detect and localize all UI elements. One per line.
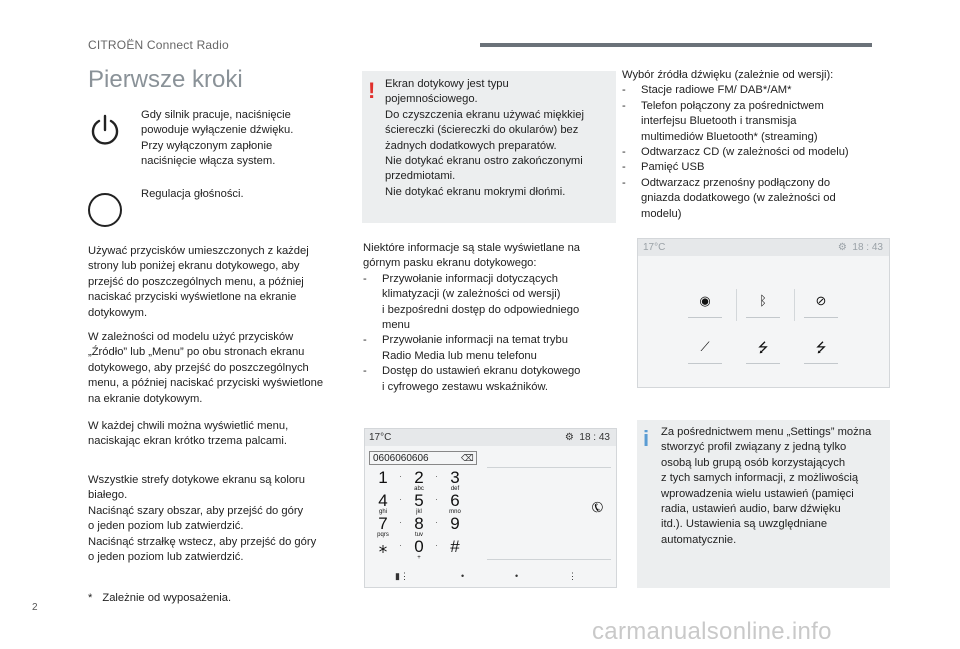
divider bbox=[487, 559, 611, 560]
divider bbox=[746, 317, 780, 318]
divider bbox=[688, 363, 722, 364]
keypad-key[interactable]: 3 def bbox=[450, 468, 460, 492]
temperature-readout: 17°C bbox=[369, 432, 392, 443]
key-separator: · bbox=[399, 494, 402, 504]
keypad-key[interactable]: # bbox=[450, 537, 460, 556]
keypad-key[interactable]: 8 tuv bbox=[414, 514, 424, 538]
list-item: - Dostęp do ustawień ekranu dotykowego i cyfrowego zestawu wskaźników. bbox=[363, 364, 621, 395]
aux-jack-icon[interactable]: ⟋ bbox=[700, 339, 710, 354]
keypad-key[interactable]: 4 ghi bbox=[378, 491, 388, 515]
keypad-key[interactable]: 7 pqrs bbox=[377, 514, 389, 538]
divider bbox=[746, 363, 780, 364]
list-item: - Przywołanie informacji dotyczących klimatyzacji (w zależności od wersji) i bezpośredni dostęp do odpowiedniego menu bbox=[363, 272, 621, 334]
paragraph-buttons: Używać przycisków umieszczonych z każdej strony lub poniżej ekranu dotykowego, aby przejść do poszczególnych menu, a później naciskać przyciski wyświetlone na ekranie dotykowym. bbox=[88, 245, 309, 319]
backspace-icon[interactable]: ⌫ bbox=[461, 453, 474, 463]
list-item: - Odtwarzacz przenośny podłączony do gniazda dodatkowego (w zależności od modelu) bbox=[622, 176, 892, 222]
paragraph-touch-zones: Wszystkie strefy dotykowe ekranu są koloru białego. Naciśnąć szary obszar, aby przejść do góry o jeden poziom lub zatwierdzić. Naciśnąć strzałkę wstecz, aby przejść do góry o jeden poziom lub zatwierdzić. bbox=[88, 474, 317, 564]
keypad-key[interactable]: 0 + bbox=[414, 537, 424, 561]
list-item: - Pamięć USB bbox=[622, 160, 892, 175]
cd-icon[interactable]: ⊘ bbox=[815, 293, 827, 308]
key-separator: · bbox=[399, 540, 402, 550]
source-selection: Wybór źródła dźwięku (zależnie od wersji): - Stacje radiowe FM/ DAB*/AM* - Telefon połączony za pośrednictwem interfejsu Bluetooth i transmisja multimediów Bluetooth* (streaming) - Odtwarzacz CD (w zależności od modelu) - Pamięć USB - Odtwarzacz przenośny podłączony do gniazda dodatkowego (w zależności od modelu) bbox=[622, 68, 892, 222]
key-separator: · bbox=[435, 471, 438, 481]
settings-gear-icon: ⚙ bbox=[837, 242, 847, 253]
temperature-readout: 17°C bbox=[643, 242, 666, 253]
warning-icon: ! bbox=[368, 78, 376, 103]
header-rule bbox=[480, 43, 872, 47]
divider bbox=[794, 289, 795, 321]
list-item: - Telefon połączony za pośrednictwem interfejsu Bluetooth i transmisja multimediów Bluetooth* (streaming) bbox=[622, 99, 892, 145]
key-separator: · bbox=[399, 471, 402, 481]
more-options-icon[interactable]: ⋮ bbox=[568, 571, 577, 581]
power-icon bbox=[89, 113, 121, 147]
keypad-key[interactable]: 5 jkl bbox=[414, 491, 424, 515]
divider bbox=[804, 363, 838, 364]
paragraph-source-menu: W zależności od modelu użyć przycisków „Źródło” lub „Menu” po obu stronach ekranu dotykowego, aby przejść do poszczególnych menu, a później naciskać przyciski wyświetlone na ekranie dotykowym. bbox=[88, 331, 324, 405]
call-handset-icon[interactable]: ✆ bbox=[587, 497, 608, 517]
media-source-screenshot bbox=[637, 238, 890, 388]
status-bar bbox=[365, 429, 616, 446]
settings-gear-icon: ⚙ bbox=[564, 432, 574, 443]
usb-icon[interactable]: ⭍ bbox=[757, 340, 769, 355]
usb-icon[interactable]: ⭍ bbox=[815, 340, 827, 355]
keypad-key[interactable]: ⁎ bbox=[378, 537, 388, 556]
top-bar-info: Niektóre informacje są stale wyświetlane na górnym pasku ekranu dotykowego: - Przywołanie informacji dotyczących klimatyzacji (w zależności od wersji) i bezpośredni dostęp do odpowiedniego menu - Przywołanie informacji na temat trybu Radio Media lub menu telefonu - Dostęp do ustawień ekranu dotykowego i cyfrowego zestawu wskaźników. bbox=[363, 241, 621, 395]
phone-icon[interactable]: ▮⋮ bbox=[395, 571, 409, 581]
list-item: - Przywołanie informacji na temat trybu Radio Media lub menu telefonu bbox=[363, 333, 621, 364]
list-item: - Stacje radiowe FM/ DAB*/AM* bbox=[622, 83, 892, 98]
divider bbox=[804, 317, 838, 318]
source-grid bbox=[678, 283, 848, 367]
settings-note: Za pośrednictwem menu „Settings” można stworzyć profil związany z jedną tylko osobą lub grupą osób korzystających z tych samych informacji, z możliwością wprowadzenia wielu ustawień (pamięci radia, ustawień audio, barw dźwięku itd.). Ustawienia są uwzględniane automatycznie. bbox=[661, 426, 872, 546]
radio-icon[interactable]: ◉ bbox=[699, 293, 711, 308]
info-icon: i bbox=[643, 426, 650, 451]
paragraph-three-fingers: W każdej chwili można wyświetlić menu, naciskając ekran krótko trzema palcami. bbox=[88, 420, 289, 448]
divider bbox=[487, 467, 611, 468]
key-separator: · bbox=[435, 540, 438, 550]
watermark: carmanualsonline.info bbox=[592, 618, 832, 645]
page-title: Pierwsze kroki bbox=[88, 66, 243, 93]
list-item: - Odtwarzacz CD (w zależności od modelu) bbox=[622, 145, 892, 160]
keypad-key[interactable]: 6 mno bbox=[449, 491, 461, 515]
phone-bottom-bar bbox=[365, 567, 616, 587]
page-number: 2 bbox=[32, 602, 38, 613]
key-separator: · bbox=[399, 517, 402, 527]
volume-knob-icon bbox=[88, 193, 122, 227]
keypad-key[interactable]: 2 abc bbox=[414, 468, 424, 492]
dot-icon[interactable]: • bbox=[461, 571, 465, 581]
status-bar bbox=[638, 239, 889, 256]
key-separator: · bbox=[435, 494, 438, 504]
volume-description: Regulacja głośności. bbox=[141, 188, 244, 200]
dial-number-field[interactable]: 0606060606 bbox=[369, 451, 477, 465]
dot-icon[interactable]: • bbox=[515, 571, 519, 581]
clock-readout: ⚙ 18 : 43 bbox=[564, 432, 610, 443]
keypad-key[interactable]: 1 bbox=[378, 468, 388, 487]
phone-dialer-screenshot bbox=[364, 428, 617, 588]
bluetooth-icon[interactable]: ᛒ bbox=[759, 293, 767, 308]
key-separator: · bbox=[435, 517, 438, 527]
warning-text: Ekran dotykowy jest typu pojemnościowego. Do czyszczenia ekranu używać miękkiej ściereczki (ściereczki do okularów) bez żadnych dodatkowych preparatów. Nie dotykać ekranu ostro zakończonymi przedmiotami. Nie dotykać ekranu mokrymi dłońmi. bbox=[385, 78, 584, 198]
header-brand: CITROËN Connect Radio bbox=[88, 38, 229, 52]
clock-readout: ⚙ 18 : 43 bbox=[837, 242, 883, 253]
divider bbox=[736, 289, 737, 321]
power-description: Gdy silnik pracuje, naciśnięcie powoduje wyłączenie dźwięku. Przy wyłączonym zapłonie naciśnięcie włącza system. bbox=[141, 109, 294, 168]
footnote: * Zależnie od wyposażenia. bbox=[88, 592, 232, 604]
divider bbox=[688, 317, 722, 318]
keypad-key[interactable]: 9 bbox=[450, 514, 460, 533]
